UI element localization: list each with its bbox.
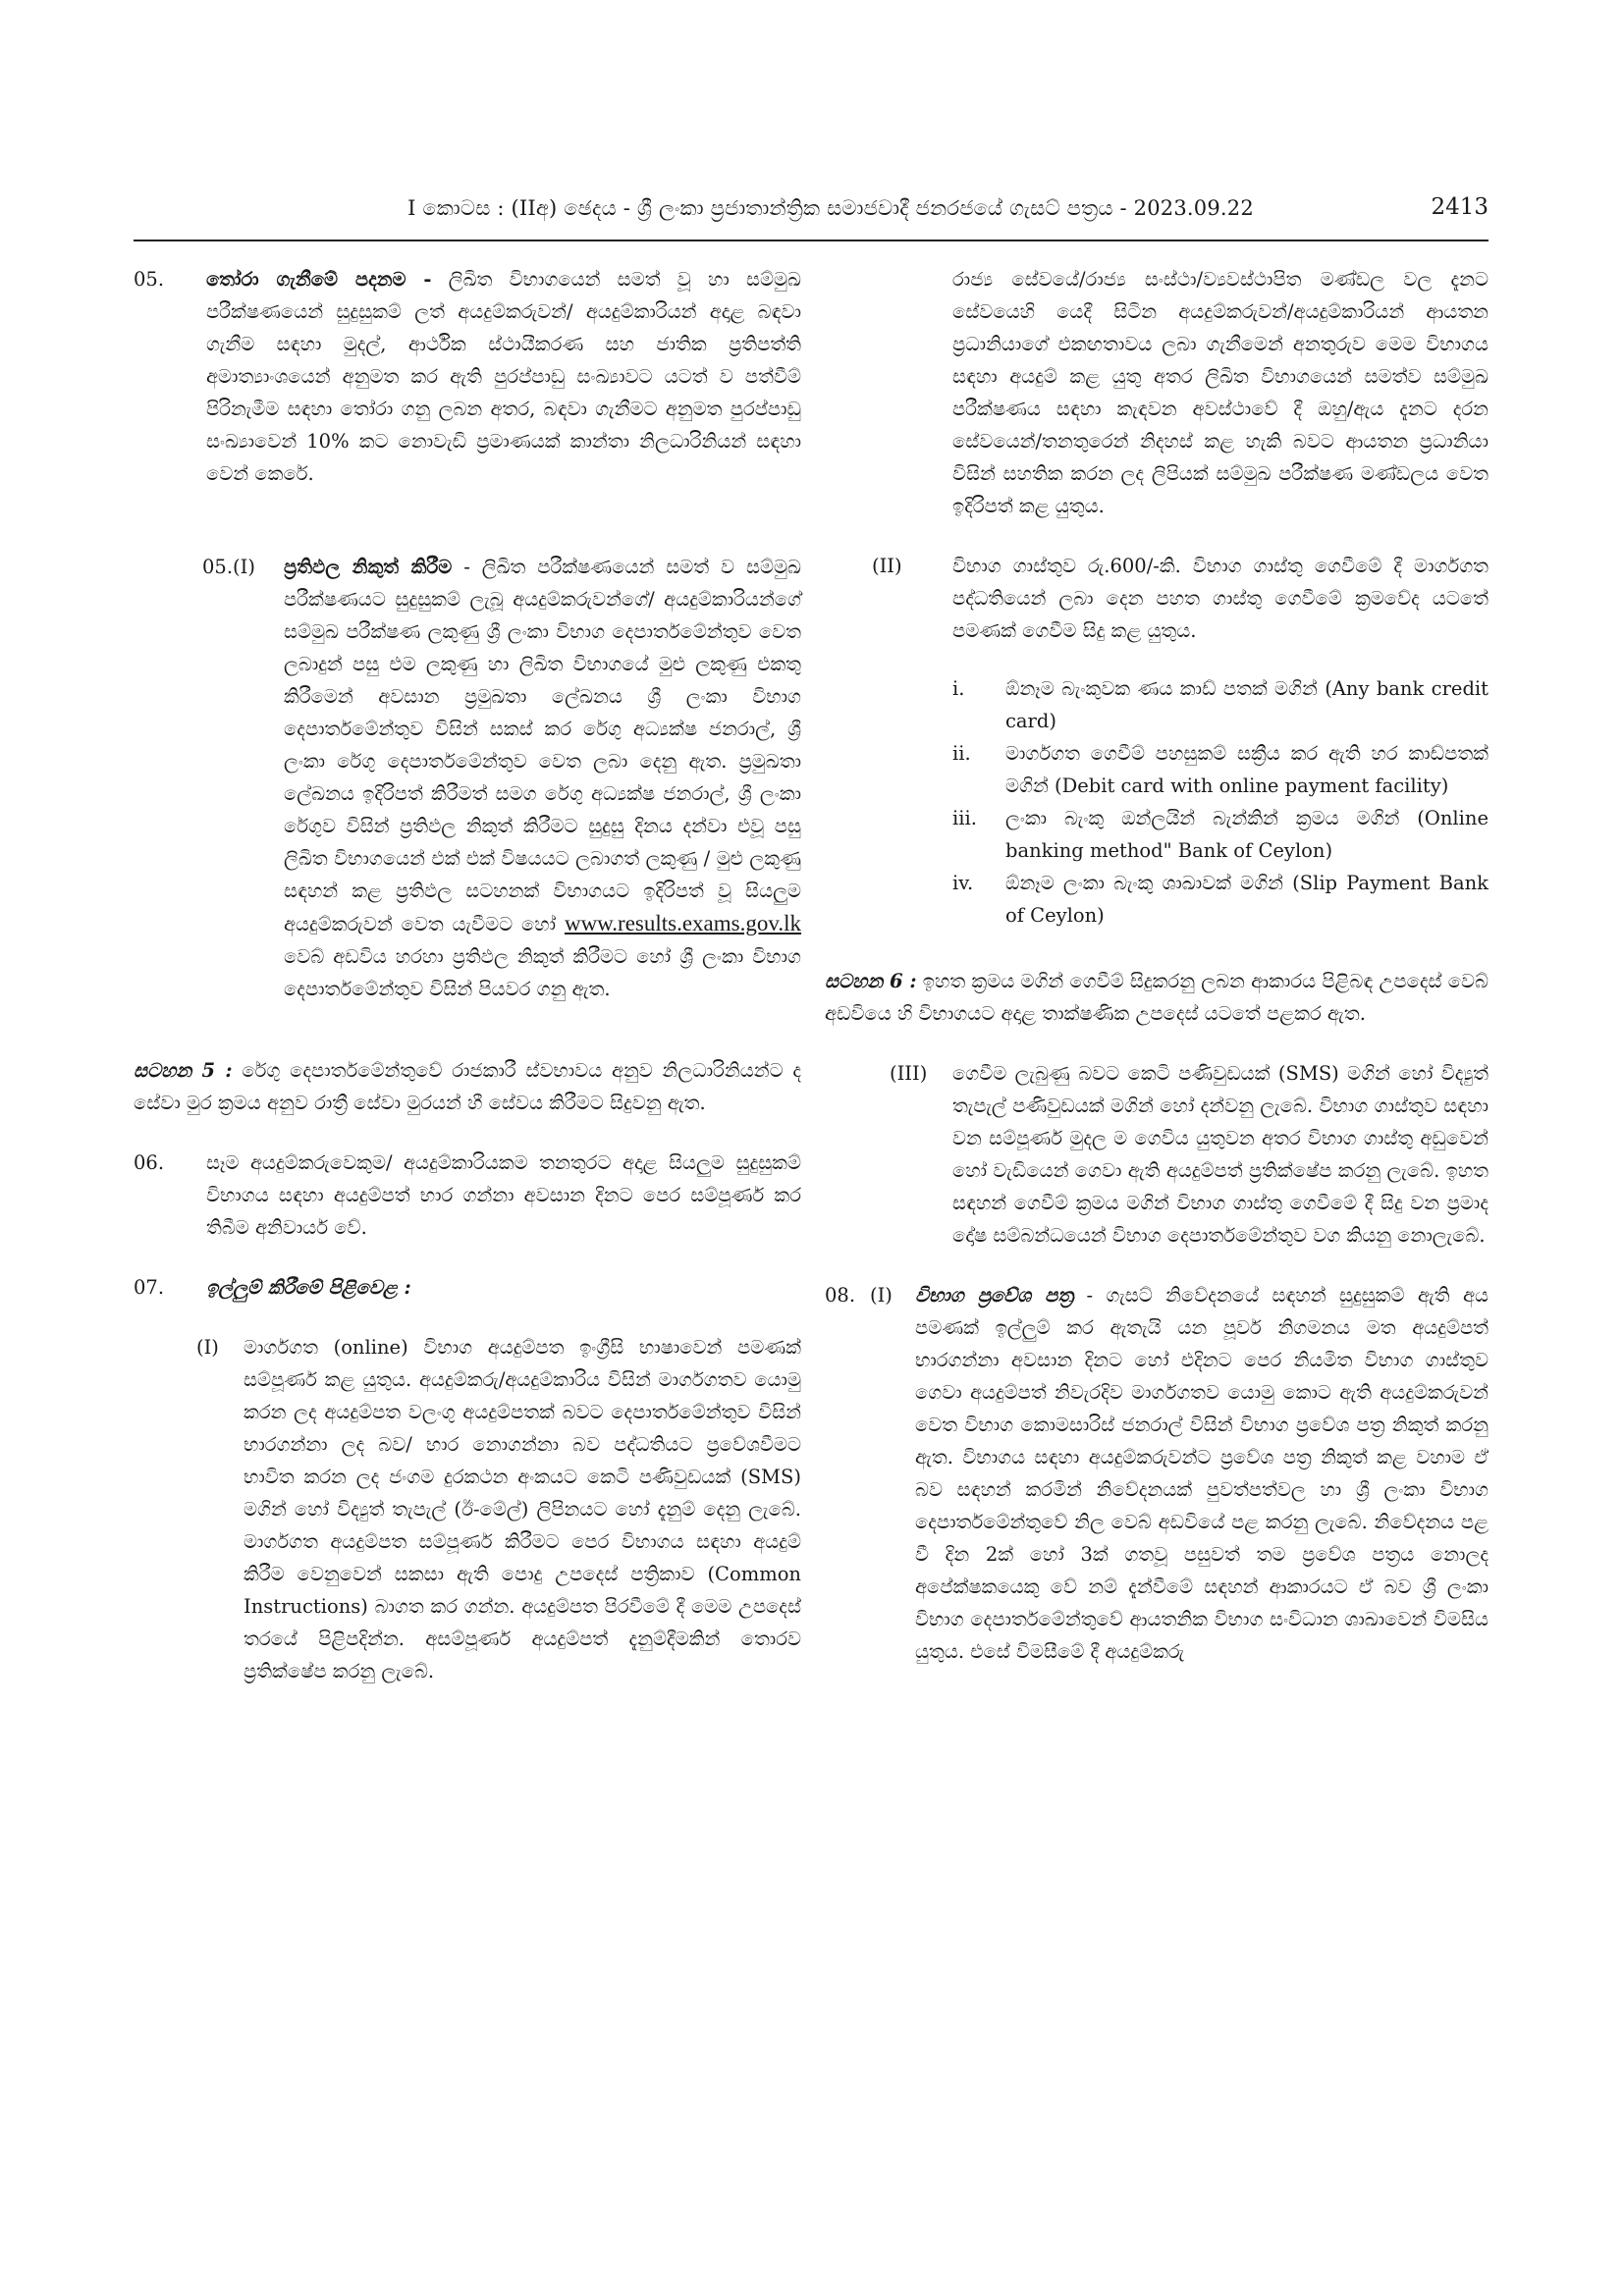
section-06 <box>134 1147 801 1244</box>
payment-methods <box>825 672 1489 932</box>
section-05 <box>134 263 801 490</box>
payment-methods-list <box>952 672 1489 932</box>
section-08 <box>825 1279 1489 1668</box>
section-number: 06. <box>134 1151 165 1174</box>
section-body <box>284 551 801 1005</box>
list-item-number: iii. <box>952 807 977 829</box>
header-rule <box>134 240 1489 241</box>
section-intro <box>825 263 1489 522</box>
section-number: (I) <box>196 1336 219 1359</box>
header-title: I කොටස : (IIඅ) ඡෙදය - ශ්‍රී ලංකා ප්‍රජාතාන්ත්‍රික සමාජවාදී ජනරජයේ ගැසට් පත්‍රය - 2023.09.22 <box>407 196 1254 220</box>
note-body <box>825 965 1489 1030</box>
list-item <box>952 672 1489 737</box>
section-number: 05. <box>134 268 165 291</box>
section-05-i <box>134 551 801 1005</box>
list-item-text: ලංකා බැංකු ඔන්ලයින් බැන්කින් ක්‍රමය මගින් (Online banking method" Bank of Ceylon) <box>1005 807 1489 862</box>
section-number: 07. <box>134 1276 165 1299</box>
section-text: මාර්ගගත (online) විභාග අයදුම්පත ඉංග්‍රීසි භාෂාවෙන් පමණක් සම්පූර්ණ කළ යුතුය. අයදුම්කරු/අයදුම්කාරිය විසින් මාර්ගගතව යොමු කරන ලද අයදුම්පත වලංගු අයදුම්පතක් බවට දෙපාර්තමේන්තුව විසින් භාරගන්නා ලද බව/ භාර නොගන්නා බව පද්ධතියට ප්‍රවේශවීමට භාවිත කරන ලද ජංගම දුරකථන අංකයට කෙටි පණිවුඩයක් (SMS) මගින් හෝ විද්‍යුත් තැපැල් (ඊ-මේල්) ලිපිනයට හෝ දැනුම් දෙනු ලැබේ. මාර්ගගත අයදුම්පත සම්පූර්ණ කිරීමට පෙර විභාගය සඳහා අයදුම් කිරීම වෙනුවෙන් සකසා ඇති පොදු උපදෙස් පත්‍රිකාව (Common Instructions) බාගත කර ගන්න. අයදුම්පත පිරවීමේ දී මෙම උපදෙස් තරයේ පිළිපදින්න. අසම්පූර්ණ අයදුම්පත් දැනුම්දීමකින් තොරව ප්‍රතික්ෂේප කරනු ලැබේ. <box>244 1336 801 1682</box>
list-item-number: i. <box>952 677 965 700</box>
section-body <box>206 263 801 490</box>
section-07 <box>134 1271 801 1304</box>
note-6 <box>825 965 1489 1030</box>
section-text: ලිඛිත විභාගයෙන් සමත් වූ හා සම්මුඛ පරීක්ෂණයෙන් සුදුසුකම් ලත් අයදුම්කරුවන්/ අයදුම්කාරියන් අදාළ බඳවා ගැනීම සඳහා මුදල්, ආර්ථික ස්ථායීකරණ සහ ජාතික ප්‍රතිපත්ති අමාත්‍යාංශයෙන් අනුමත කර ඇති පුරප්පාඩු සංඛ්‍යාවට යටත් ව පත්වීම් පිරිනැමීම සඳහා තෝරා ගනු ලබන අතර, බඳවා ගැනීමට අනුමත පුරප්පාඩු සංඛ්‍යාවෙන් 10% කට නොවැඩි ප්‍රමාණයක් කාන්තා නිලධාරිනියන් සඳහා වෙන් කෙරේ. <box>206 268 801 485</box>
section-07-i <box>134 1331 801 1687</box>
list-item <box>952 802 1489 867</box>
section-text: - ගැසට් නිවේදනයේ සඳහන් සුදුසුකම් ඇති අය පමණක් ඉල්ලුම් කර ඇතැයි යන පූර්ව නිගමනය මත අයදුම්පත් භාරගන්නා අවසාන දිනට හෝ එදිනට පෙර නියමිත විභාග ගාස්තුව ගෙවා අයදුම්පත් නිවැරදිව මාර්ගගතව යොමු කොට ඇති අයදුම්කරුවන් වෙත විභාග කොමසාරිස් ජනරාල් විසින් විභාග ප්‍රවේශ පත්‍ර නිකුත් කරනු ඇත. විභාගය සඳහා අයදුම්කරුවන්ට ප්‍රවේශ පත්‍ර නිකුත් කළ වහාම ඒ බව සඳහන් කරමින් නිවේදනයක් පුවත්පත්වල හා ශ්‍රී ලංකා විභාග දෙපාර්තමේන්තුවේ නිල වෙබ් අඩවියේ පළ කරනු ලැබේ. නිවේදනය පළ වී දින 2ක් හෝ 3ක් ගතවූ පසුවත් තම ප්‍රවේශ පත්‍රය නොලද අපේක්ෂකයෙකු වේ නම් දැන්වීමේ සඳහන් ආකාරයට ඒ බව ශ්‍රී ලංකා විභාග දෙපාර්තමේන්තුවේ ආයතනික විභාග සංවිධාන ශාඛාවෙන් විමසිය යුතුය. එසේ විමසීමේ දී අයදුම්කරු <box>915 1284 1489 1663</box>
note-text: ඉහත ක්‍රමය මගින් ගෙවීම් සිදුකරනු ලබන ආකාරය පිළිබඳ උපදෙස් වෙබ් අඩවියෙ හි විභාගයට අදාළ තාක්ෂණික උපදෙස් යටතේ පළකර ඇත. <box>825 970 1489 1025</box>
section-title: විභාග ප්‍රවේශ පත්‍ර <box>915 1284 1074 1307</box>
list-item-number: iv. <box>952 872 974 894</box>
right-column <box>825 263 1489 1668</box>
results-website-link[interactable]: www.results.exams.gov.lk <box>564 911 801 935</box>
note-body <box>134 1054 801 1119</box>
section-title: ඉල්ලුම් කිරීමේ පිළිවෙළ : <box>206 1276 411 1299</box>
section-text: - ලිඛිත පරීක්ෂණයෙන් සමත් ව සම්මුඛ පරීක්ෂණයට සුදුසුකම් ලැබූ අයදුම්කරුවන්ගේ/ අයදුම්කාරියන්ගේ සම්මුඛ පරීක්ෂණ ලකුණු ශ්‍රී ලංකා විභාග දෙපාර්තමේන්තුව වෙත ලබාදුන් පසු එම ලකුණු හා ලිඛිත විභාගයේ මුළු ලකුණු එකතු කිරීමෙන් අවසාන ප්‍රමුඛතා ලේඛනය ශ්‍රී ලංකා විභාග දෙපාර්තමේන්තුව විසින් සකස් කර රේගු අධ්‍යක්ෂ ජනරාල්, ශ්‍රී ලංකා රේගු දෙපාර්තමේන්තුව වෙත ලබා දෙනු ඇත. ප්‍රමුඛතා ලේඛනය ඉදිරිපත් කිරීමත් සමග රේගු අධ්‍යක්ෂ ජනරාල්, ශ්‍රී ලංකා රේගුව විසින් ප්‍රතිඵල නිකුත් කිරීමට සුදුසු දිනය දන්වා එවූ පසු ලිඛිත විභාගයෙන් එක් එක් විෂයයට ලබාගත් ලකුණු / මුළු ලකුණු සඳහන් කළ ප්‍රතිඵල සටහනක් විභාගයට ඉදිරිපත් වූ සියලුම අයදුම්කරුවන් වෙත යැවීමට හෝ <box>284 556 801 935</box>
note-text: රේගු දෙපාර්තමේන්තුවේ රාජකාරී ස්වභාවය අනුව නිලධාරිනියන්ට ද සේවා මුර ක්‍රමය අනුව රාත්‍රී සේවා මුරයන් හී සේවය කිරීමට සිදුවනු ඇත. <box>134 1059 801 1114</box>
section-title: තෝරා ගැනීමේ පදනම - <box>206 268 432 291</box>
list-item-text: ඕනෑම ලංකා බැංකු ශාඛාවක් මගින් (Slip Payment Bank of Ceylon) <box>1005 872 1489 927</box>
note-label: සටහන 6 : <box>825 970 917 992</box>
page-number: 2413 <box>1431 194 1489 220</box>
section-sub-number: (I) <box>870 1284 893 1307</box>
section-title: ප්‍රතිඵල නිකුත් කිරීම <box>284 556 453 578</box>
list-item-text: මාර්ගගත ගෙවීම් පහසුකම් සක්‍රීය කර ඇති හර කාඩ්පතක් මගින් (Debit card with online payment facility) <box>1005 742 1489 797</box>
list-item <box>952 737 1489 802</box>
section-07-iii <box>825 1057 1489 1252</box>
section-text: ගෙවීම ලැබුණු බවට කෙටි පණිවුඩයක් (SMS) මගින් හෝ විද්‍යුත් තැපැල් පණිවුඩයක් මගින් හෝ දන්වනු ලැබේ. විභාග ගාස්තුව සඳහා වන සම්පූර්ණ මුදල ම ගෙවිය යුතුවන අතර විභාග ගාස්තු අඩුවෙන් හෝ වැඩියෙන් ගෙවා ඇති අයදුම්පත් ප්‍රතික්ෂේප කරනු ලැබේ. ඉහත සඳහන් ගෙවීම් ක්‍රමය මගින් විභාග ගාස්තු ගෙවීමේ දී සිදු වන ප්‍රමාද දෝෂ සම්බන්ධයෙන් විභාග දෙපාර්තමේන්තුව වග කියනු නොලැබේ. <box>952 1062 1489 1247</box>
section-text: විභාග ගාස්තුව රු.600/-කි. විභාග ගාස්තු ගෙවීමේ දී මාර්ගගත පද්ධතියෙන් ලබා දෙන පහත ගාස්තු ගෙවීමේ ක්‍රමවේද යටතේ පමණක් ගෙවීම සිදු කළ යුතුය. <box>952 555 1489 642</box>
section-text: රාජ්‍ය සේවයේ/රාජ්‍ය සංස්ථා/ව්‍යවස්ථාපිත මණ්ඩල වල දැනට සේවයෙහි යෙදී සිටින අයදුම්කරුවන්/අයදුම්කාරියන් ආයතන ප්‍රධානියාගේ එකඟතාවය ලබා ගැනීමෙන් අනතුරුව මෙම විභාගය සඳහා අයදුම් කළ යුතු අතර ලිඛිත විභාගයෙන් සමත්ව සම්මුඛ පරීක්ෂණය සඳහා කැඳවන අවස්ථාවේ දී ඔහු/ඇය දැනට දරන සේවයෙන්/තනතුරෙන් නිදහස් කළ හැකි බවට ආයතන ප්‍රධානියා විසින් සහතික කරන ලද ලිපියක් සම්මුඛ පරීක්ෂණ මණ්ඩලය වෙත ඉදිරිපත් කළ යුතුය. <box>952 268 1489 517</box>
section-number: (III) <box>890 1062 928 1085</box>
note-5 <box>134 1054 801 1119</box>
list-item-number: ii. <box>952 742 971 765</box>
section-number: 08. <box>825 1284 856 1307</box>
section-text-end: වෙබ් අඩවිය හරහා ප්‍රතිඵල නිකුත් කිරීමට හෝ ශ්‍රී ලංකා විභාග දෙපාර්තමේන්තුව විසින් පියවර ගනු ඇත. <box>284 945 801 1000</box>
page-header <box>134 192 1489 234</box>
note-label: සටහන 5 : <box>134 1059 233 1082</box>
section-07-ii <box>825 550 1489 647</box>
section-number: 05.(I) <box>202 556 255 578</box>
left-column <box>134 263 801 1687</box>
section-number: (II) <box>872 555 902 577</box>
section-body <box>915 1279 1489 1668</box>
section-text: සෑම අයදුම්කරුවෙකුම/ අයදුම්කාරියකම තනතුරට අදාළ සියලුම සුදුසුකම් විභාගය සඳහා අයදුම්පත් භාර ගන්නා අවසාන දිනට පෙර සම්පූර්ණ කර තිබීම අනිවාර්ය වේ. <box>206 1151 801 1239</box>
list-item-text: ඕනෑම බැංකුවක ණය කාඩ් පතක් මගින් (Any bank credit card) <box>1005 677 1489 732</box>
list-item <box>952 867 1489 932</box>
